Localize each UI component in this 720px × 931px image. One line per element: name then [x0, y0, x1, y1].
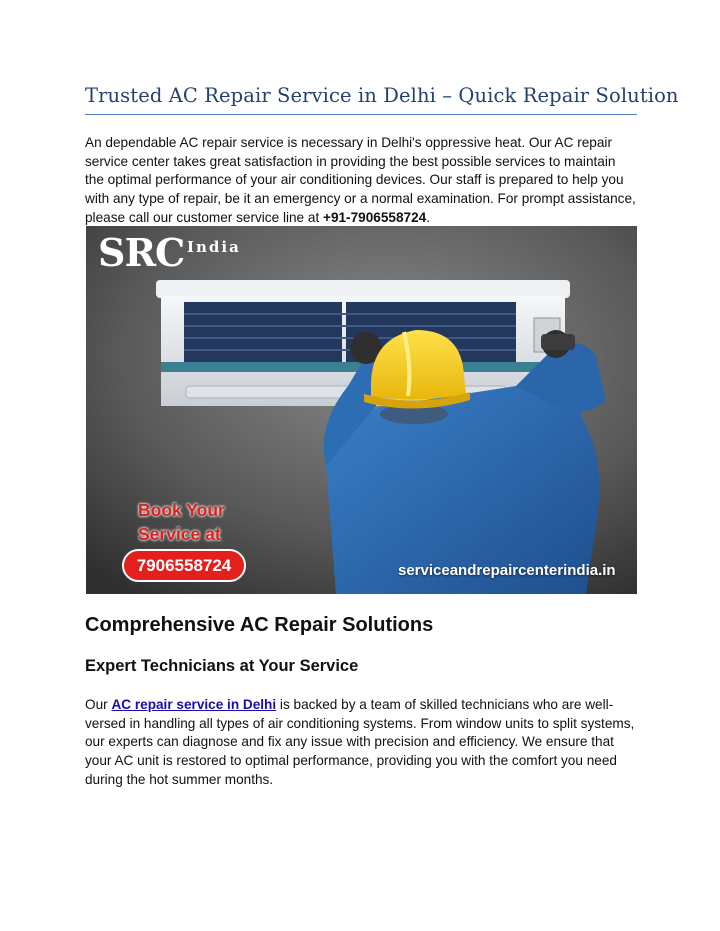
- paragraph-lead: Our: [85, 697, 112, 712]
- booking-phone-badge: 7906558724: [122, 549, 246, 582]
- booking-line-1: Book Your: [138, 500, 225, 520]
- intro-paragraph: [85, 134, 637, 228]
- brand-logo: SRC: [98, 230, 185, 275]
- section-paragraph: [85, 696, 637, 790]
- page-title: Trusted AC Repair Service in Delhi – Quick Repair Solution: [85, 84, 679, 107]
- brand-logo-sub: India: [187, 238, 241, 256]
- booking-line-2: Service at: [138, 524, 221, 544]
- paragraph-rest: is backed by a team of skilled technicians who are well-versed in handling all types of air conditioning systems. From window units to split systems, our experts can diagnose and fix any issue with precision and efficiency. We ensure that your AC unit is restored to optimal performance, providing you with the comfort you need during the hot summer months.: [85, 697, 635, 787]
- intro-text: An dependable AC repair service is necessary in Delhi's oppressive heat. Our AC repair service center takes great satisfaction in providing the best possible services to maintain the optimal performance of your air conditioning devices. Our staff is prepared to help you with any type of repair, be it an emergency or a normal examination. For prompt assistance, please call our customer service line at: [85, 135, 636, 225]
- booking-callout: [138, 498, 225, 546]
- ac-repair-delhi-link[interactable]: AC repair service in Delhi: [111, 697, 277, 712]
- intro-phone: +91-7906558724: [323, 209, 427, 225]
- hero-website: serviceandrepaircenterindia.in: [398, 562, 616, 579]
- hero-image: [86, 226, 637, 594]
- title-divider: [85, 114, 637, 115]
- section-heading: Comprehensive AC Repair Solutions: [85, 614, 434, 636]
- subsection-heading: Expert Technicians at Your Service: [85, 657, 359, 675]
- intro-end: .: [426, 209, 430, 225]
